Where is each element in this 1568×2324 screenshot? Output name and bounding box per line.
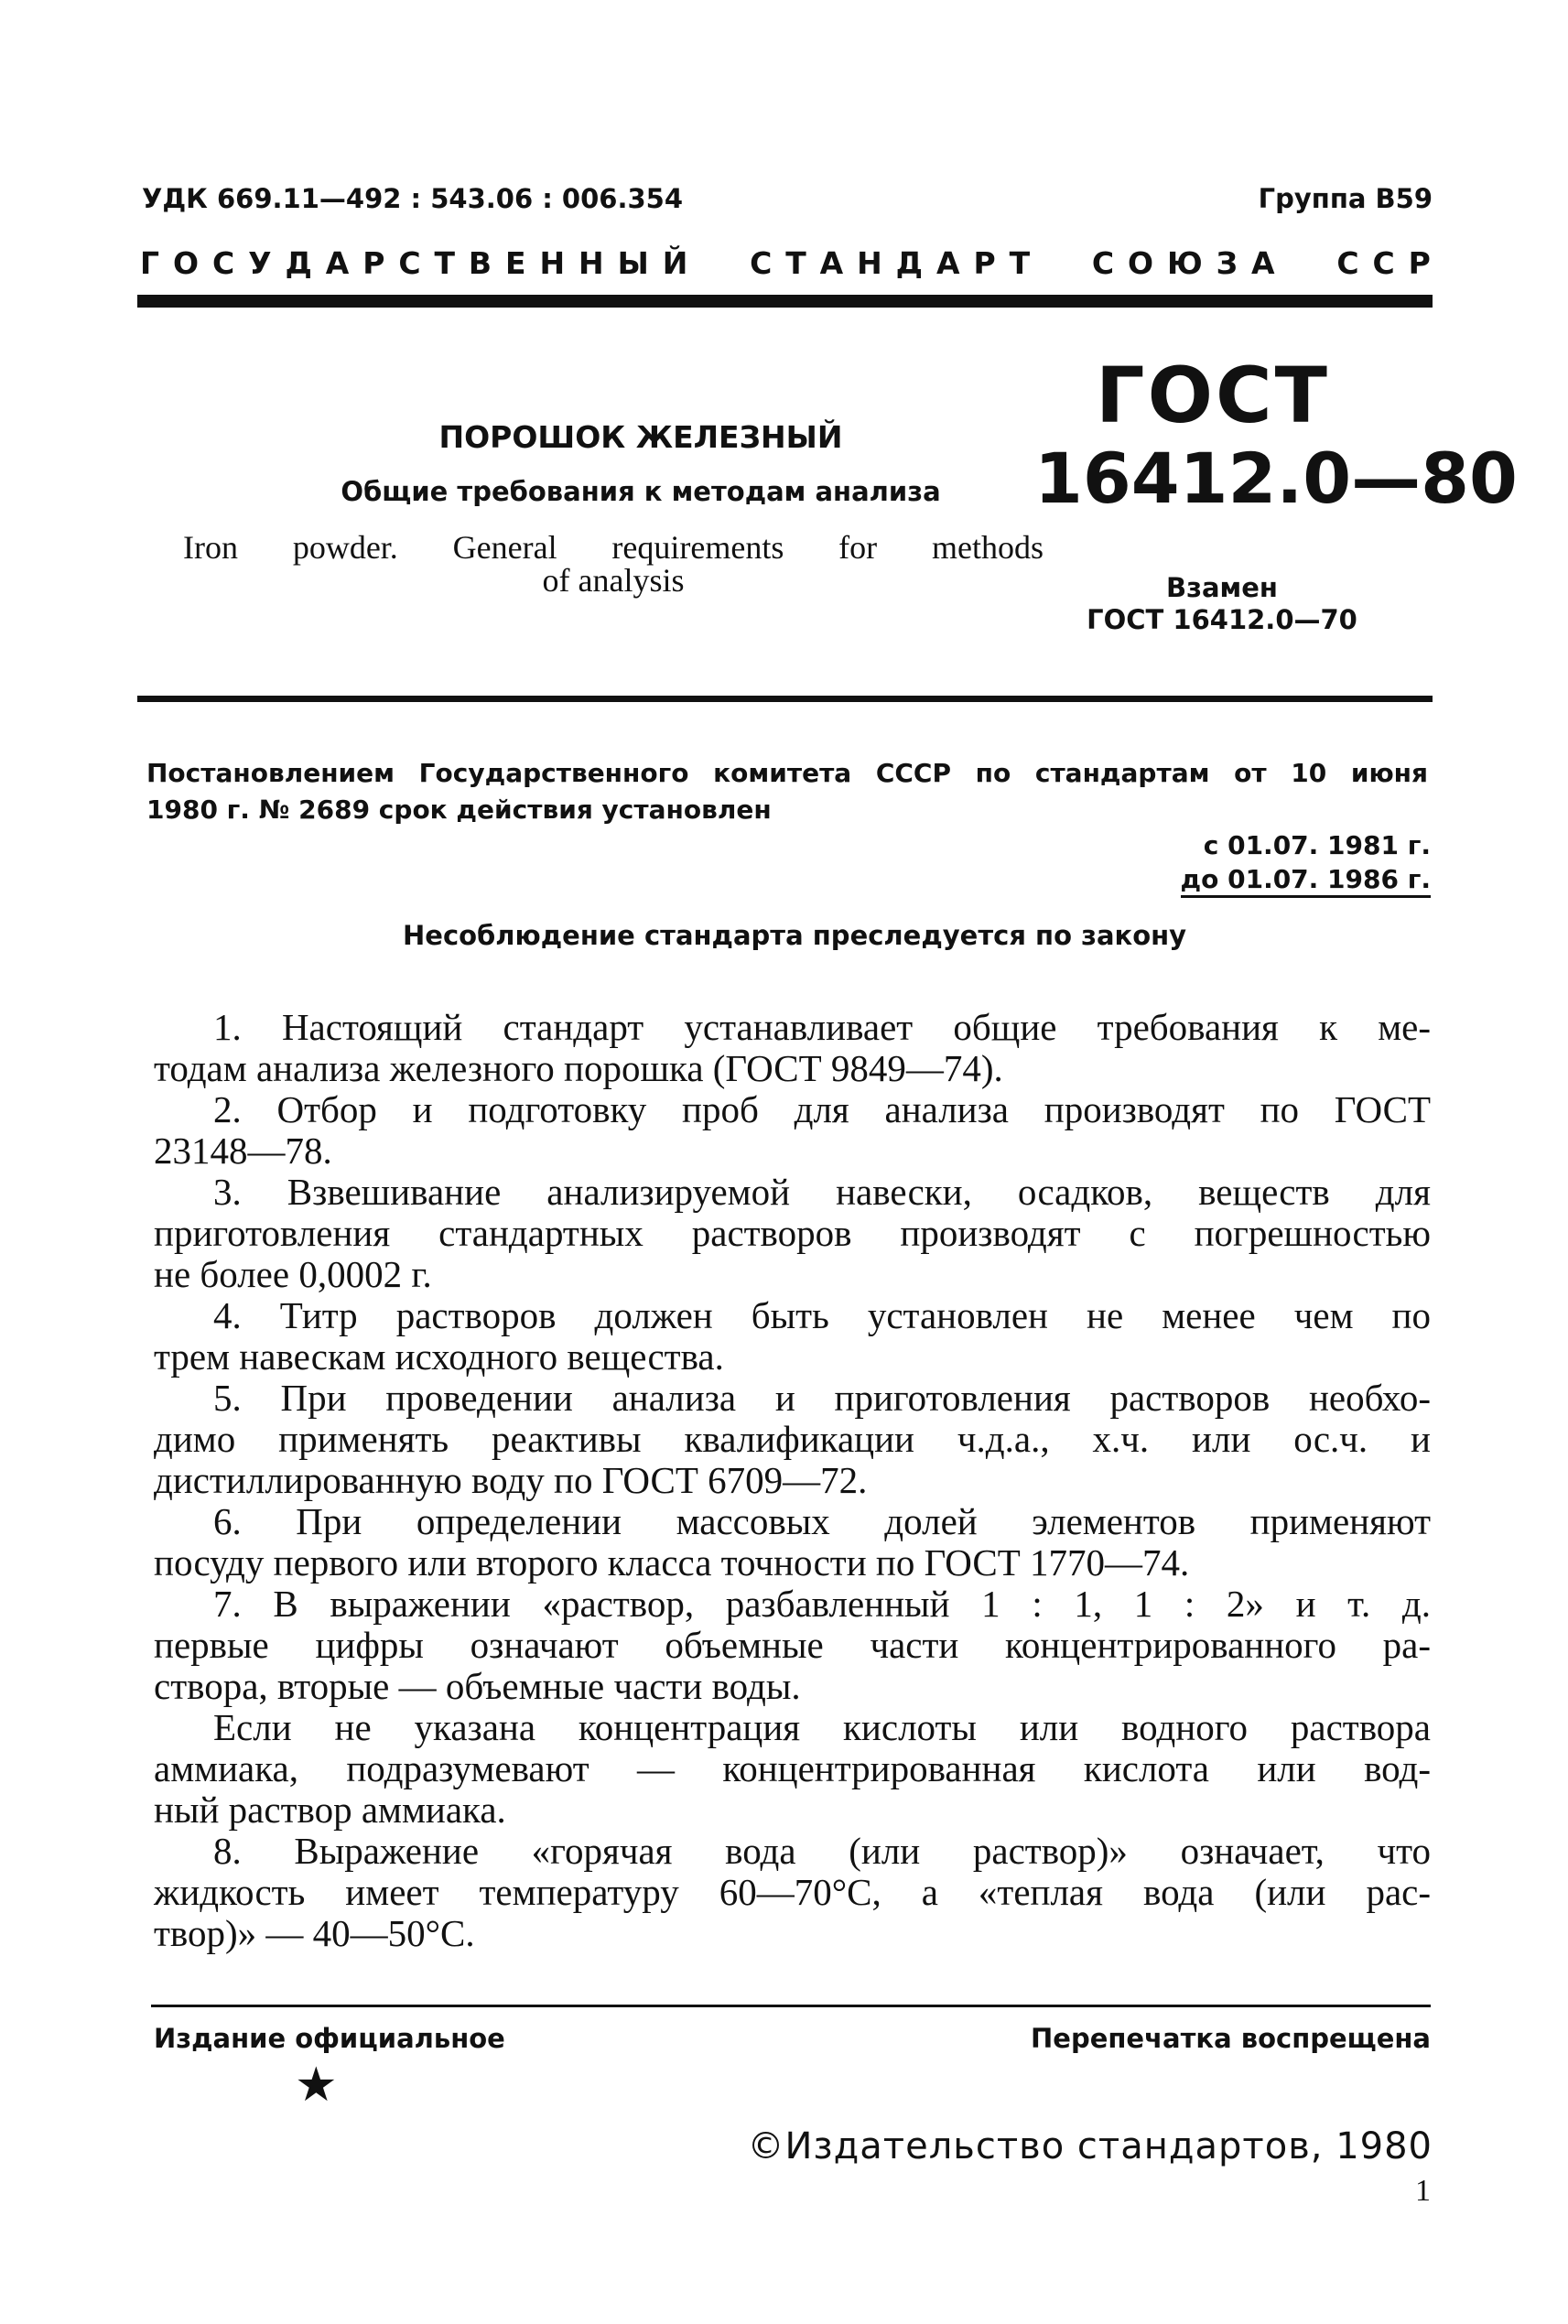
heading-letter: Й: [662, 245, 688, 281]
paragraph-line: приготовления стандартных растворов производят с погрешностью: [154, 1212, 1431, 1254]
heading-letter: С: [211, 245, 235, 281]
paragraph-line: 7. В выражении «раствор, разбавленный 1 : 1, 1 : 2» и т. д.: [213, 1583, 1431, 1625]
paragraph-line: 2. Отбор и подготовку проб для анализа производят по ГОСТ: [213, 1088, 1431, 1130]
heading-letter: [1044, 245, 1054, 281]
body-paragraph: [154, 1584, 1431, 1707]
paragraph-line: 3. Взвешивание анализируемой навески, осадков, веществ для: [213, 1171, 1431, 1213]
heading-letter: С: [398, 245, 421, 281]
heading-letter: А: [325, 245, 350, 281]
footer-rule: [151, 2005, 1431, 2007]
document-title: ПОРОШОК ЖЕЛЕЗНЫЙ: [438, 419, 843, 455]
paragraph-line: 8. Выражение «горячая вода (или раствор)» означает, что: [213, 1830, 1431, 1872]
paragraph-line: дистиллированную воду по ГОСТ 6709—72.: [154, 1459, 868, 1501]
heading-letter: Н: [857, 245, 882, 281]
paragraph-line: аммиака, подразумевают — концентрированная кислота или вод-: [154, 1747, 1431, 1789]
body-paragraph: [154, 1007, 1431, 1089]
heading-letter: О: [172, 245, 200, 281]
heading-letter: А: [1251, 245, 1275, 281]
heading-letter: Р: [362, 245, 385, 281]
heading-letter: Д: [895, 245, 924, 281]
heading-letter: С: [1091, 245, 1115, 281]
body-paragraph: [154, 1172, 1431, 1295]
heading-letter: [1067, 245, 1078, 281]
paragraph-line: тодам анализа железного порошка (ГОСТ 9849—74).: [154, 1047, 1003, 1089]
heading-letter: С: [750, 245, 773, 281]
paragraph-line: не более 0,0002 г.: [154, 1253, 432, 1295]
reprint-prohibited: Перепечатка воспрещена: [1031, 2023, 1431, 2054]
publisher-copyright: ©Издательство стандартов, 1980: [747, 2125, 1433, 2167]
heading-letter: А: [819, 245, 844, 281]
paragraph-line: димо применять реактивы квалификации ч.д.а., х.ч. или ос.ч. и: [154, 1418, 1431, 1460]
body-paragraph: [154, 1295, 1431, 1378]
heading-letter: З: [1216, 245, 1238, 281]
heading-letter: О: [1127, 245, 1154, 281]
star-icon: ★: [295, 2058, 338, 2113]
body-paragraph: [154, 1831, 1431, 1954]
state-standard-heading: [140, 245, 1431, 281]
heading-letter: А: [935, 245, 960, 281]
heading-letter: [1313, 245, 1324, 281]
heading-letter: Д: [285, 245, 312, 281]
body-text: [154, 1007, 1431, 1954]
heading-letter: [1288, 245, 1299, 281]
body-paragraph: [154, 1501, 1431, 1584]
paragraph-line: 1. Настоящий стандарт устанавливает общие требования к ме-: [213, 1006, 1431, 1048]
paragraph-line: первые цифры означают объемные части концентрированного ра-: [154, 1624, 1431, 1666]
body-paragraph: [154, 1707, 1431, 1831]
valid-to: до 01.07. 1986 г.: [1181, 864, 1432, 898]
heading-letter: [726, 245, 737, 281]
heading-letter: Н: [539, 245, 566, 281]
decree-text: [146, 755, 1428, 828]
heading-letter: В: [468, 245, 492, 281]
heading-letter: Т: [434, 245, 455, 281]
replaces-label: Взамен: [1166, 572, 1278, 603]
paragraph-line: твор)» — 40—50°С.: [154, 1912, 475, 1954]
document-title-english: [183, 531, 1044, 597]
page-number: 1: [1415, 2174, 1431, 2208]
body-paragraph: [154, 1089, 1431, 1172]
paragraph-line: ный раствор аммиака.: [154, 1789, 506, 1831]
group-code: Группа В59: [1258, 183, 1433, 214]
paragraph-line: трем навескам исходного вещества.: [154, 1335, 724, 1378]
heading-letter: Т: [1009, 245, 1031, 281]
english-title-line-2: of analysis: [542, 562, 685, 599]
paragraph-line: Если не указана концентрация кислоты или водного раствора: [213, 1706, 1431, 1748]
heading-letter: Ю: [1166, 245, 1203, 281]
heading-letter: Р: [1408, 245, 1431, 281]
heading-letter: С: [1372, 245, 1395, 281]
title-rule: [137, 696, 1433, 702]
paragraph-line: посуду первого или второго класса точности по ГОСТ 1770—74.: [154, 1541, 1190, 1584]
udk-code: УДК 669.11—492 : 543.06 : 006.354: [142, 183, 684, 214]
paragraph-line: 5. При проведении анализа и приготовления растворов необхо-: [213, 1377, 1431, 1419]
heading-letter: Н: [579, 245, 604, 281]
english-title-line-1: Iron powder. General requirements for methods: [183, 529, 1044, 566]
validity-period: [1181, 828, 1432, 896]
official-edition: Издание официальное: [154, 2023, 505, 2054]
heading-letter: С: [1336, 245, 1359, 281]
body-paragraph: [154, 1378, 1431, 1501]
paragraph-line: 4. Титр растворов должен быть установлен не менее чем по: [213, 1294, 1431, 1336]
paragraph-line: 23148—78.: [154, 1130, 332, 1172]
heading-letter: Ы: [617, 245, 649, 281]
heading-letter: Т: [785, 245, 806, 281]
heading-letter: [701, 245, 712, 281]
gost-number: 16412.0—80: [1034, 438, 1518, 519]
paragraph-line: жидкость имеет температуру 60—70°С, а «теплая вода (или рас-: [154, 1871, 1431, 1913]
paragraph-line: 6. При определении массовых долей элементов применяют: [213, 1500, 1431, 1542]
heading-letter: У: [248, 245, 272, 281]
gost-label: ГОСТ: [1096, 351, 1330, 440]
decree-line-1: Постановлением Государственного комитета СССР по стандартам от 10 июня: [146, 758, 1428, 788]
replaces-gost: ГОСТ 16412.0—70: [1087, 604, 1357, 635]
paragraph-line: створа, вторые — объемные части воды.: [154, 1665, 801, 1707]
heading-letter: Г: [140, 245, 160, 281]
document-subtitle: Общие требования к методам анализа: [341, 476, 941, 507]
header-rule: [137, 295, 1433, 308]
heading-letter: Е: [505, 245, 526, 281]
compliance-warning: Несоблюдение стандарта преследуется по закону: [403, 920, 1187, 951]
heading-letter: Р: [973, 245, 996, 281]
valid-from: с 01.07. 1981 г.: [1203, 830, 1431, 860]
decree-line-2: 1980 г. № 2689 срок действия установлен: [146, 794, 772, 825]
